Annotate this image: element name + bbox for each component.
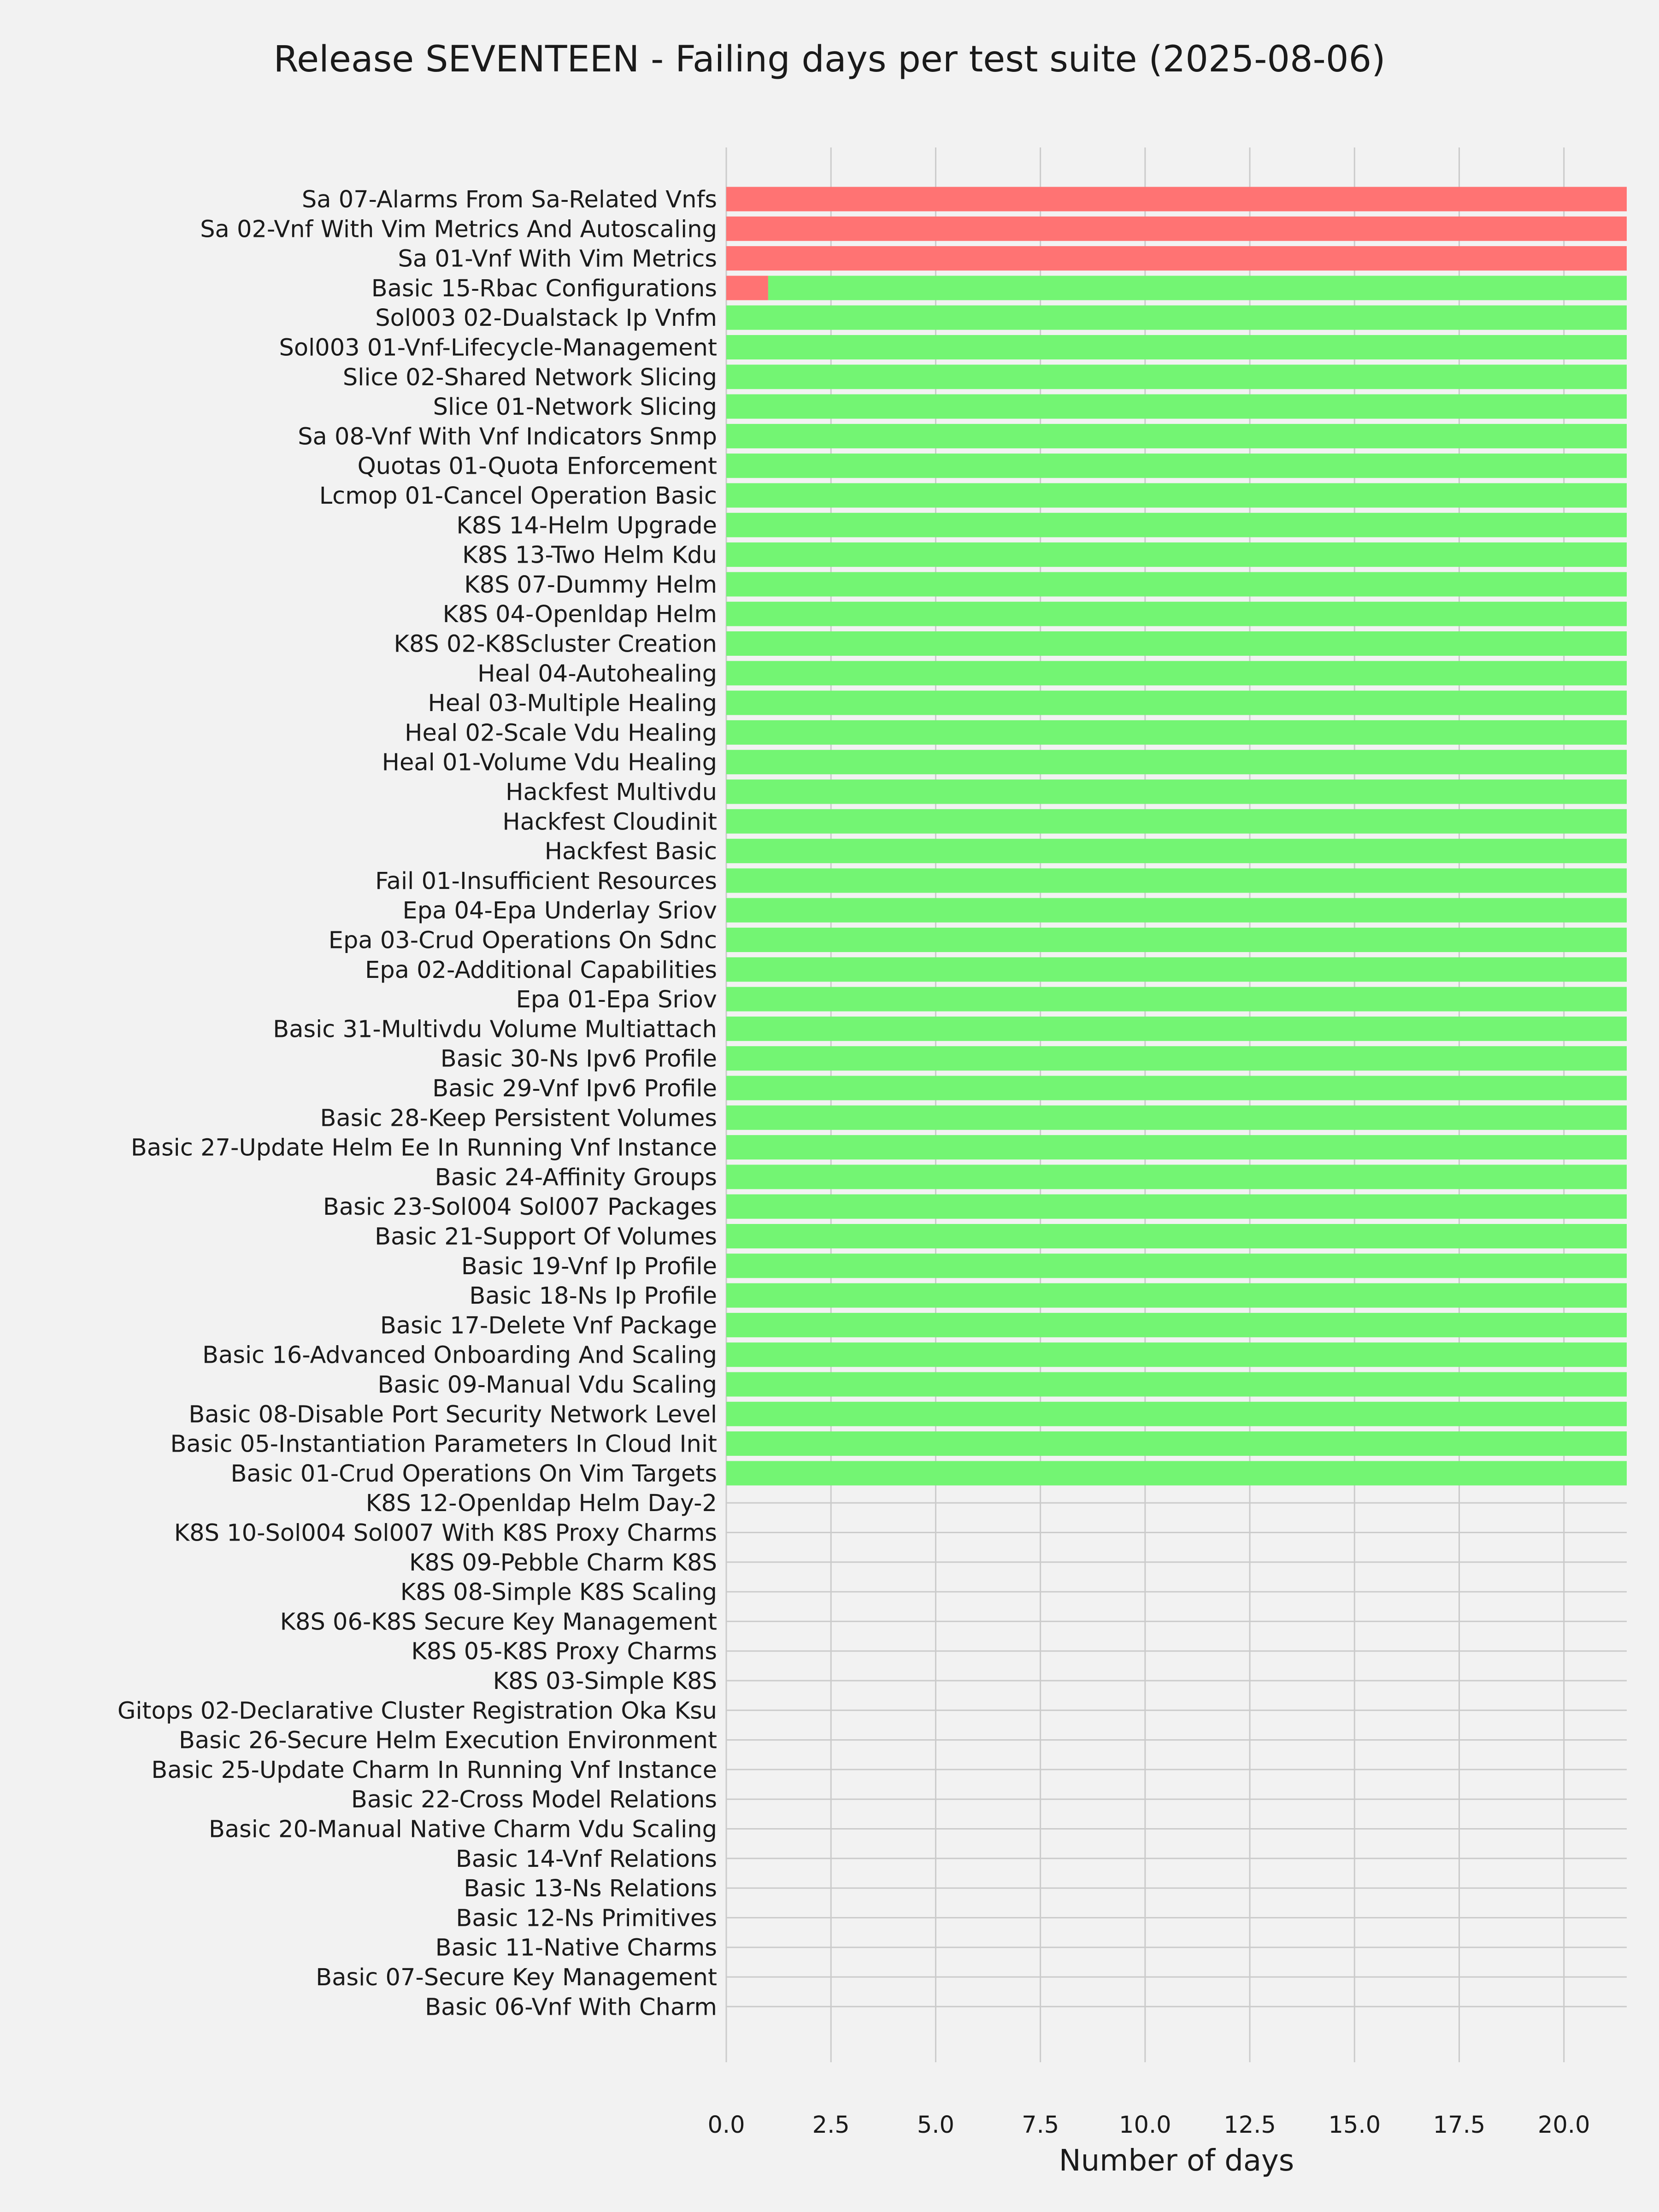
y-tick-label: K8S 03-Simple K8S: [493, 1668, 717, 1695]
pass-bar: [726, 898, 1627, 923]
y-tick-label: Basic 08-Disable Port Security Network Level: [188, 1401, 717, 1429]
pass-bar: [726, 987, 1627, 1012]
pass-bar: [726, 542, 1627, 567]
y-tick-label: Gitops 02-Declarative Cluster Registration Oka Ksu: [117, 1697, 717, 1725]
y-tick-label: Basic 27-Update Helm Ee In Running Vnf Instance: [130, 1134, 717, 1162]
pass-bar: [726, 691, 1627, 715]
y-tick-label: Basic 13-Ns Relations: [464, 1875, 717, 1903]
pass-bar: [726, 780, 1627, 804]
y-tick-label: Basic 21-Support Of Volumes: [375, 1223, 717, 1251]
y-tick-label: Epa 03-Crud Operations On Sdnc: [328, 927, 717, 954]
y-tick-label: Epa 04-Epa Underlay Sriov: [402, 897, 717, 925]
y-tick-label: Slice 02-Shared Network Slicing: [342, 364, 717, 391]
y-tick-label: K8S 13-Two Helm Kdu: [462, 541, 717, 569]
pass-bar: [726, 1431, 1627, 1456]
pass-bar: [726, 1106, 1627, 1130]
y-tick-label: Basic 11-Native Charms: [435, 1934, 717, 1962]
y-tick-label: Basic 20-Manual Native Charm Vdu Scaling: [208, 1816, 717, 1843]
x-tick-label: 17.5: [1433, 2112, 1486, 2139]
pass-bar: [726, 453, 1627, 478]
y-tick-label: Fail 01-Insufficient Resources: [375, 867, 717, 895]
pass-bar: [726, 1461, 1627, 1485]
y-tick-label: Sa 02-Vnf With Vim Metrics And Autoscaling: [200, 216, 717, 243]
pass-bar: [726, 809, 1627, 834]
pass-bar: [726, 602, 1627, 626]
pass-bar: [726, 957, 1627, 982]
y-tick-label: Basic 24-Affinity Groups: [435, 1164, 717, 1191]
y-tick-label: Basic 26-Secure Helm Execution Environment: [179, 1727, 717, 1754]
y-tick-label: Lcmop 01-Cancel Operation Basic: [319, 482, 717, 510]
y-tick-label: Epa 01-Epa Sriov: [516, 986, 717, 1014]
fail-bar: [726, 187, 1627, 212]
y-tick-label: K8S 06-K8S Secure Key Management: [280, 1608, 717, 1636]
x-axis-labels: [707, 2112, 1590, 2139]
fail-bar: [726, 276, 768, 300]
y-tick-label: Basic 30-Ns Ipv6 Profile: [440, 1045, 717, 1073]
y-tick-label: K8S 10-Sol004 Sol007 With K8S Proxy Charms: [174, 1519, 717, 1547]
y-tick-label: K8S 07-Dummy Helm: [464, 571, 717, 599]
fail-bar: [726, 246, 1627, 271]
x-tick-label: 2.5: [812, 2112, 850, 2139]
y-tick-label: K8S 08-Simple K8S Scaling: [400, 1579, 717, 1606]
y-tick-label: Hackfest Cloudinit: [502, 808, 717, 836]
pass-bar: [726, 1135, 1627, 1159]
pass-bar: [726, 720, 1627, 745]
pass-bar: [726, 394, 1627, 419]
pass-bar: [726, 1165, 1627, 1189]
y-tick-label: Basic 07-Secure Key Management: [316, 1964, 717, 1991]
y-tick-label: K8S 02-K8Scluster Creation: [394, 630, 717, 658]
pass-bar: [726, 1017, 1627, 1041]
pass-bar: [726, 572, 1627, 596]
y-tick-label: Heal 04-Autohealing: [477, 660, 717, 688]
y-tick-label: Basic 23-Sol004 Sol007 Packages: [323, 1194, 717, 1221]
x-axis-title: Number of days: [1059, 2144, 1294, 2178]
pass-bar: [726, 513, 1627, 537]
bars: [726, 187, 1627, 1486]
pass-bar: [726, 750, 1627, 774]
y-tick-label: Basic 22-Cross Model Relations: [351, 1786, 717, 1814]
pass-bar: [726, 1076, 1627, 1100]
y-tick-label: Sa 07-Alarms From Sa-Related Vnfs: [301, 186, 717, 213]
y-tick-label: Slice 01-Network Slicing: [433, 394, 717, 421]
y-tick-label: Heal 02-Scale Vdu Healing: [405, 719, 717, 747]
pass-bar: [726, 631, 1627, 656]
y-tick-label: Sol003 02-Dualstack Ip Vnfm: [375, 305, 717, 332]
x-tick-label: 7.5: [1022, 2112, 1059, 2139]
pass-bar: [726, 868, 1627, 893]
y-tick-label: K8S 12-Openldap Helm Day-2: [365, 1490, 717, 1518]
x-tick-label: 0.0: [707, 2112, 745, 2139]
y-tick-label: Basic 29-Vnf Ipv6 Profile: [432, 1075, 717, 1102]
pass-bar: [726, 483, 1627, 508]
y-tick-label: K8S 05-K8S Proxy Charms: [411, 1638, 717, 1665]
y-tick-label: Basic 14-Vnf Relations: [455, 1845, 717, 1873]
pass-bar: [726, 1253, 1627, 1278]
y-tick-label: Heal 01-Volume Vdu Healing: [382, 749, 717, 777]
y-tick-label: Basic 31-Multivdu Volume Multiattach: [273, 1016, 717, 1043]
y-tick-label: Hackfest Multivdu: [506, 779, 717, 806]
pass-bar: [726, 661, 1627, 685]
x-tick-label: 20.0: [1537, 2112, 1590, 2139]
y-tick-label: Basic 15-Rbac Configurations: [371, 275, 717, 302]
y-tick-label: Sa 08-Vnf With Vnf Indicators Snmp: [298, 423, 717, 451]
y-tick-label: Basic 18-Ns Ip Profile: [469, 1282, 717, 1310]
pass-bar: [726, 1283, 1627, 1308]
x-tick-label: 15.0: [1328, 2112, 1381, 2139]
y-tick-label: Basic 19-Vnf Ip Profile: [461, 1253, 717, 1280]
fail-bar: [726, 217, 1627, 241]
y-tick-label: Basic 12-Ns Primitives: [456, 1905, 717, 1932]
pass-bar: [726, 365, 1627, 389]
x-tick-label: 12.5: [1224, 2112, 1276, 2139]
chart-title: Release SEVENTEEN - Failing days per test suite (2025-08-06): [273, 39, 1386, 80]
y-tick-label: Basic 09-Manual Vdu Scaling: [377, 1371, 717, 1399]
pass-bar: [726, 306, 1627, 330]
y-tick-label: Heal 03-Multiple Healing: [428, 690, 717, 718]
y-tick-label: Quotas 01-Quota Enforcement: [357, 453, 717, 480]
pass-bar: [726, 1194, 1627, 1219]
y-tick-label: Basic 05-Instantiation Parameters In Cloud Init: [170, 1430, 717, 1458]
x-tick-label: 5.0: [917, 2112, 954, 2139]
pass-bar: [726, 1342, 1627, 1367]
pass-bar: [726, 928, 1627, 952]
pass-bar: [726, 1372, 1627, 1397]
pass-bar: [726, 1313, 1627, 1337]
y-tick-label: Basic 16-Advanced Onboarding And Scaling: [202, 1341, 717, 1369]
x-tick-label: 10.0: [1119, 2112, 1171, 2139]
y-tick-label: Basic 25-Update Charm In Running Vnf Instance: [151, 1756, 717, 1784]
y-tick-label: Basic 17-Delete Vnf Package: [380, 1312, 717, 1340]
y-tick-label: Basic 01-Crud Operations On Vim Targets: [230, 1460, 717, 1488]
y-tick-label: Hackfest Basic: [544, 838, 717, 865]
y-tick-label: Basic 28-Keep Persistent Volumes: [320, 1105, 717, 1132]
pass-bar: [726, 1224, 1627, 1248]
y-axis-labels: [118, 186, 717, 2021]
pass-bar: [726, 335, 1627, 359]
pass-bar: [726, 1046, 1627, 1071]
pass-bar: [726, 839, 1627, 863]
y-tick-label: Basic 06-Vnf With Charm: [425, 1994, 717, 2021]
y-tick-label: K8S 14-Helm Upgrade: [456, 512, 717, 540]
y-tick-label: Sol003 01-Vnf-Lifecycle-Management: [279, 334, 717, 362]
pass-bar: [768, 276, 1627, 300]
y-tick-label: K8S 04-Openldap Helm: [442, 601, 717, 629]
y-tick-label: Sa 01-Vnf With Vim Metrics: [398, 245, 717, 273]
y-tick-label: K8S 09-Pebble Charm K8S: [409, 1549, 717, 1577]
y-tick-label: Epa 02-Additional Capabilities: [365, 956, 717, 984]
pass-bar: [726, 1402, 1627, 1426]
pass-bar: [726, 424, 1627, 448]
